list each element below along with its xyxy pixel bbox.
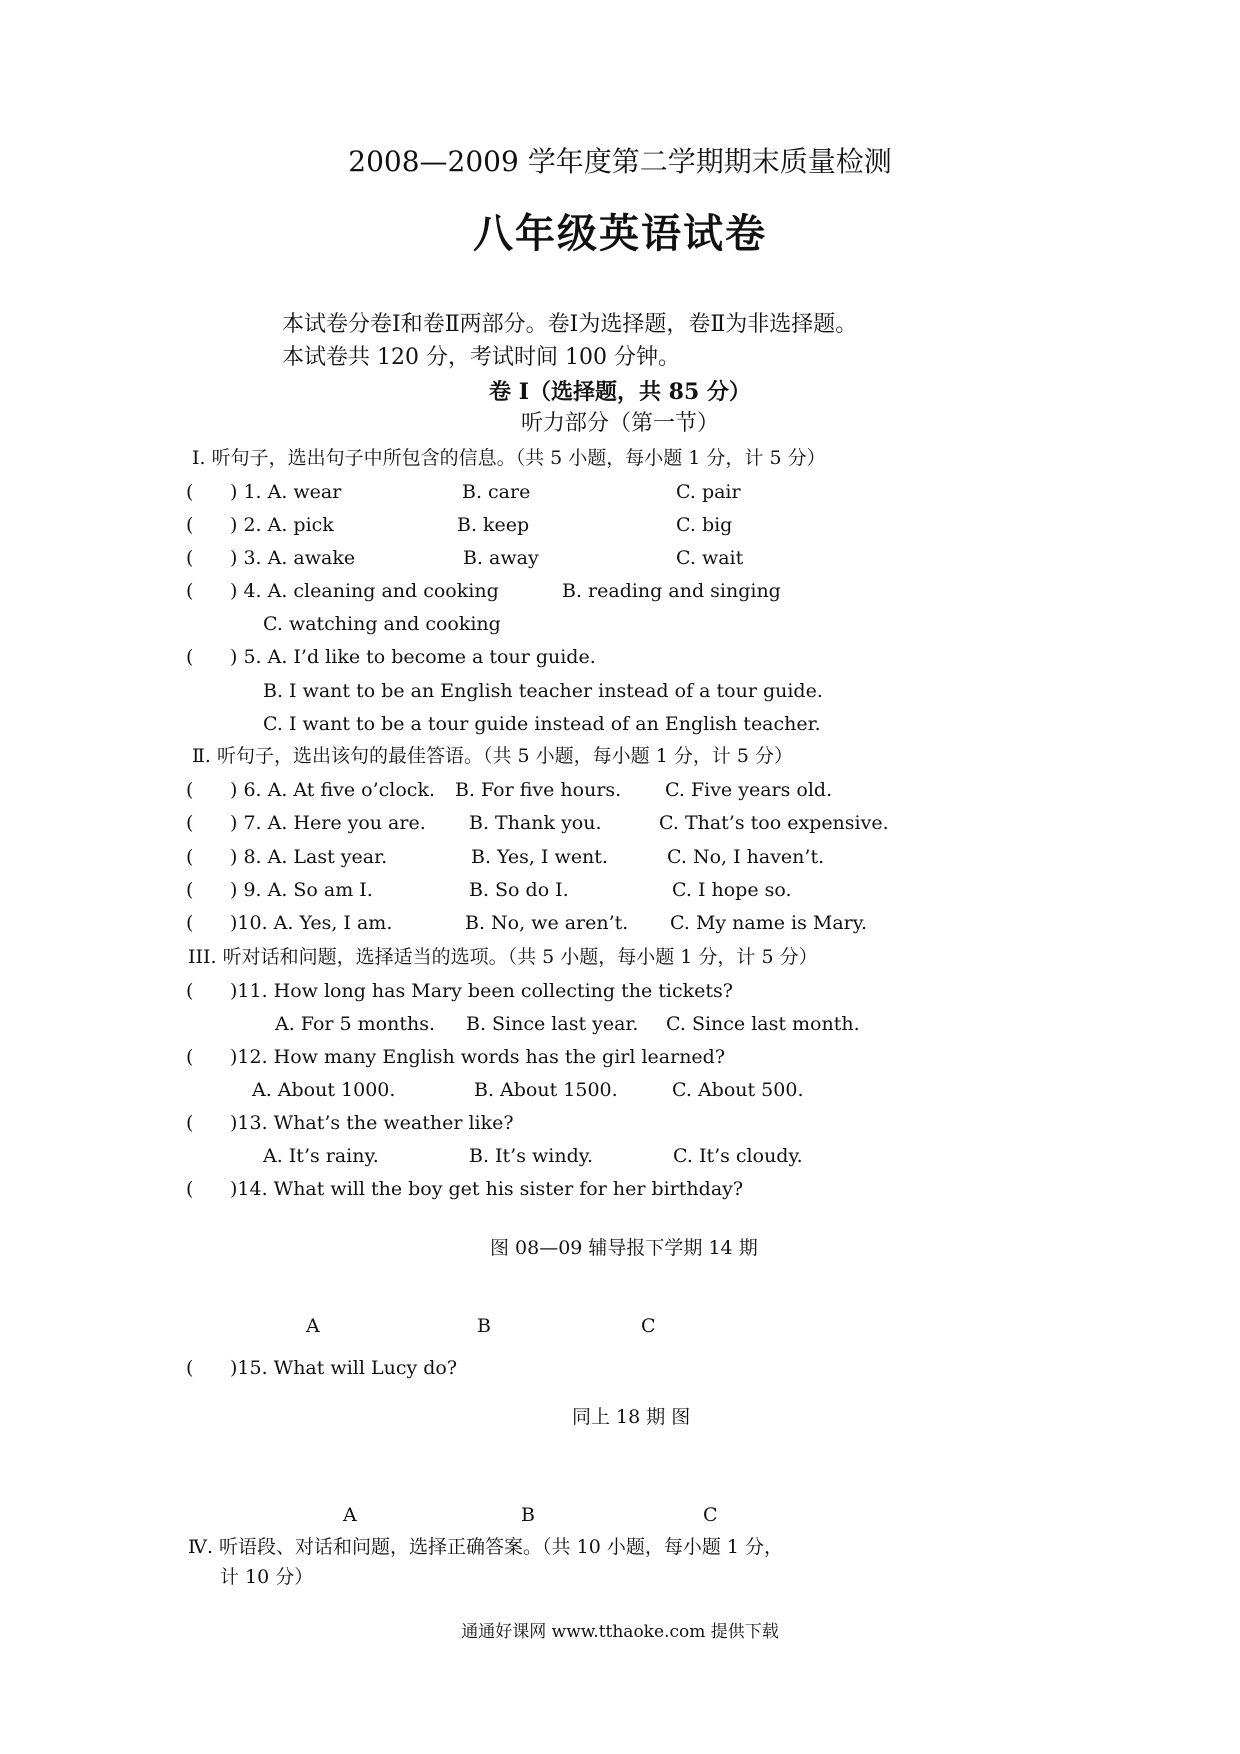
option-b: B. I want to be an English teacher instead of a tour guide. [263,680,823,702]
question-4 [186,580,499,602]
question-1 [186,481,341,503]
question-7 [186,812,426,834]
answer-paren[interactable]: ( [186,779,194,801]
question-15 [186,1357,457,1379]
option-b: B. away [463,547,539,569]
question-3 [186,547,355,569]
figure-note: 同上 18 期 图 [572,1406,691,1428]
answer-paren[interactable]: ( [186,980,194,1002]
picture-label-a: A [343,1504,357,1526]
option-c: C. I want to be a tour guide instead of an English teacher. [263,713,821,735]
answer-paren[interactable]: ( [186,879,194,901]
question-6 [186,779,435,801]
question-13 [186,1112,514,1134]
intro-line-2: 本试卷共 120 分，考试时间 100 分钟。 [282,345,680,370]
option-b: B. No, we aren’t. [465,912,629,934]
section1-heading: Ⅰ. 听句子，选出句子中所包含的信息。（共 5 小题，每小题 1 分，计 5 分） [192,447,826,469]
option-b: B. It’s windy. [469,1145,594,1167]
section3-heading: III. 听对话和问题，选择适当的选项。（共 5 小题，每小题 1 分，计 5 分） [188,946,818,968]
question-stem: )15. What will Lucy do? [230,1357,458,1379]
picture-label-b: B [521,1504,535,1526]
answer-paren[interactable]: ( [186,481,194,503]
option-b: B. For five hours. [455,779,622,801]
question-11 [186,980,733,1002]
option-b: B. reading and singing [562,580,781,602]
figure-note: 图 08—09 辅导报下学期 14 期 [490,1237,758,1259]
answer-paren[interactable]: ( [186,912,194,934]
option-c: C. It’s cloudy. [673,1145,803,1167]
option-b: B. care [462,481,531,503]
option-b: B. Yes, I went. [471,846,608,868]
answer-paren[interactable]: ( [186,547,194,569]
section2-heading: Ⅱ. 听句子，选出该句的最佳答语。（共 5 小题，每小题 1 分，计 5 分） [192,745,793,767]
option-a: ) 5. A. I’d like to become a tour guide. [230,646,596,668]
answer-paren[interactable]: ( [186,1357,194,1379]
answer-paren[interactable]: ( [186,812,194,834]
exam-subtitle: 八年级英语试卷 [473,211,767,257]
option-a: ) 8. A. Last year. [230,846,388,868]
option-c: C. big [676,514,733,536]
option-c: C. I hope so. [672,879,792,901]
question-10 [186,912,392,934]
answer-paren[interactable]: ( [186,514,194,536]
option-a: ) 3. A. awake [230,547,356,569]
option-a: ) 2. A. pick [230,514,334,536]
option-a: A. About 1000. [252,1079,396,1101]
picture-label-c: C [703,1504,718,1526]
option-a: ) 4. A. cleaning and cooking [230,580,499,602]
question-stem: )12. How many English words has the girl learned? [230,1046,726,1068]
question-stem: )14. What will the boy get his sister for her birthday? [230,1178,744,1200]
picture-label-a: A [306,1315,320,1337]
answer-paren[interactable]: ( [186,1178,194,1200]
option-c: C. Since last month. [666,1013,860,1035]
option-a: ) 7. A. Here you are. [230,812,426,834]
picture-label-b: B [477,1315,491,1337]
footer-credit: 通通好课网 www.tthaoke.com 提供下载 [461,1622,779,1642]
option-a: ) 6. A. At five o’clock. [230,779,436,801]
option-b: B. About 1500. [474,1079,618,1101]
option-c: C. watching and cooking [263,613,501,635]
option-b: B. So do I. [469,879,569,901]
option-c: C. About 500. [672,1079,804,1101]
option-c: C. wait [676,547,744,569]
option-c: C. Five years old. [665,779,833,801]
question-12 [186,1046,725,1068]
question-2 [186,514,334,536]
option-b: B. keep [457,514,530,536]
section4-heading: Ⅳ. 听语段、对话和问题，选择正确答案。（共 10 小题，每小题 1 分， [188,1536,783,1558]
answer-paren[interactable]: ( [186,646,194,668]
option-a: )10. A. Yes, I am. [230,912,393,934]
option-a: ) 1. A. wear [230,481,342,503]
page-title: 2008—2009 学年度第二学期期末质量检测 [348,145,892,178]
option-a: A. It’s rainy. [263,1145,379,1167]
question-5 [186,646,596,668]
picture-label-c: C [641,1315,656,1337]
answer-paren[interactable]: ( [186,580,194,602]
option-b: B. Since last year. [466,1013,639,1035]
intro-line-1: 本试卷分卷Ⅰ和卷Ⅱ两部分。卷Ⅰ为选择题，卷Ⅱ为非选择题。 [282,312,858,337]
option-c: C. My name is Mary. [670,912,868,934]
question-9 [186,879,373,901]
option-c: C. pair [676,481,741,503]
option-c: C. No, I haven’t. [667,846,825,868]
question-stem: )13. What’s the weather like? [230,1112,514,1134]
answer-paren[interactable]: ( [186,846,194,868]
section4-heading-cont: 计 10 分） [220,1566,314,1588]
option-a: ) 9. A. So am I. [230,879,373,901]
option-a: A. For 5 months. [275,1013,435,1035]
question-stem: )11. How long has Mary been collecting the tickets? [230,980,733,1002]
listening-heading: 听力部分（第一节） [520,411,719,436]
question-8 [186,846,387,868]
part1-heading: 卷 I（选择题，共 85 分） [489,379,751,405]
answer-paren[interactable]: ( [186,1112,194,1134]
option-b: B. Thank you. [469,812,602,834]
answer-paren[interactable]: ( [186,1046,194,1068]
question-14 [186,1178,743,1200]
option-c: C. That’s too expensive. [659,812,889,834]
